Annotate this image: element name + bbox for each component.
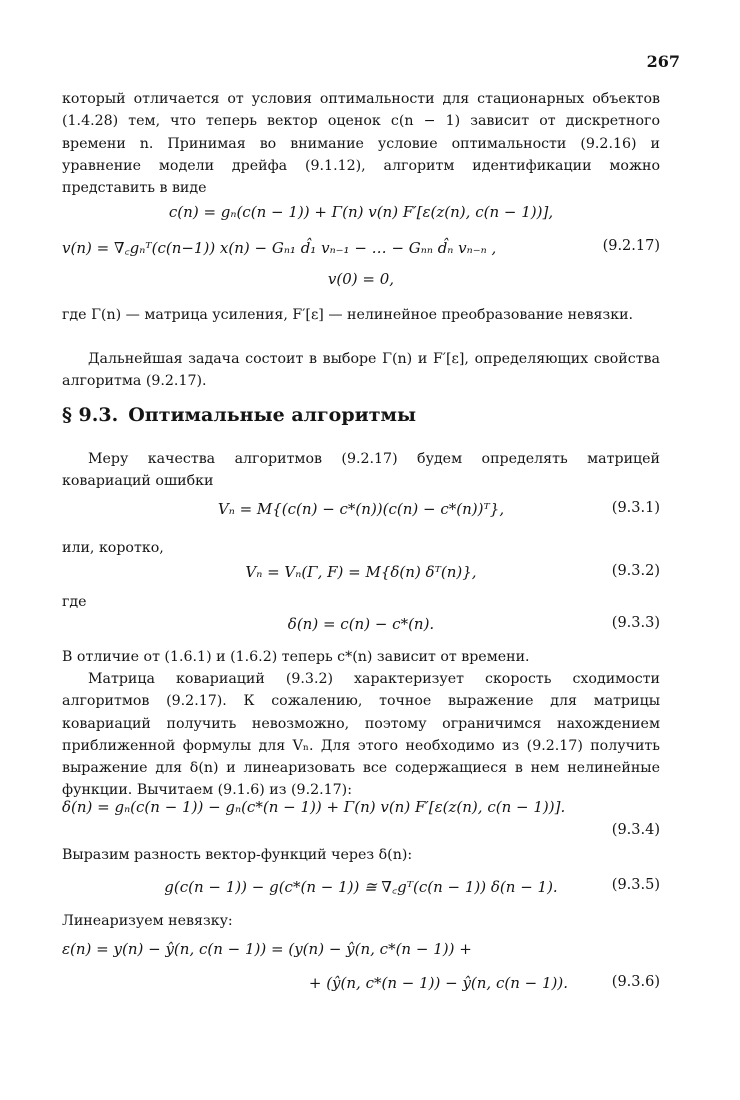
- equation-9-3-1: [62, 500, 660, 524]
- paragraph-express-difference: Выразим разность вектор-функций через δ(n):: [62, 847, 413, 863]
- paragraph-time-dependence: В отличие от (1.6.1) и (1.6.2) теперь c*(n) зависит от времени.: [62, 649, 530, 665]
- equation-text: δ(n) = gₙ(c(n − 1)) − gₙ(c*(n − 1)) + Γ(n) v(n) F′[ε(z(n), c(n − 1))].: [62, 798, 566, 816]
- equation-9-3-2: [62, 563, 660, 587]
- paragraph-next-task: Дальнейшая задача состоит в выборе Γ(n) и F′[ε], определяющих свойства алгоритма (9.2.17).: [62, 351, 660, 390]
- equation-9-3-4-line-1: [62, 798, 660, 822]
- equation-text: ε(n) = y(n) − ŷ(n, c(n − 1)) = (y(n) − ŷ(n, c*(n − 1)) +: [62, 940, 472, 958]
- text-where: где: [62, 594, 87, 610]
- equation-text: + (ŷ(n, c*(n − 1)) − ŷ(n, c(n − 1)).: [308, 974, 568, 992]
- page-number: 267: [646, 52, 680, 71]
- equation-9-2-17-line-3: [62, 270, 660, 294]
- text-or-briefly: или, коротко,: [62, 540, 164, 556]
- equation-number: (9.3.4): [611, 822, 660, 838]
- equation-9-2-17-line-2: [62, 238, 660, 262]
- equation-9-3-3: [62, 615, 660, 639]
- equation-number: (9.3.1): [611, 500, 660, 516]
- equation-number: (9.2.17): [602, 238, 660, 254]
- paragraph-gain-matrix: где Γ(n) — матрица усиления, F′[ε] — нелинейное преобразование невязки.: [62, 307, 634, 323]
- paragraph-covariance: Матрица ковариаций (9.3.2) характеризует скорость сходимости алгоритмов (9.2.17). К сожалению, точное выражение для матрицы ковариаций получить невозможно, поэтому ограничимся нахождением приближенной формулы для Vₙ. Для этого необходимо из (9.2.17) получить выражение для δ(n) и линеаризовать все содержащиеся в нем нелинейные функции. Вычитаем (9.1.6) из (9.2.17):: [62, 671, 660, 799]
- equation-9-3-6-line-2: [62, 974, 660, 998]
- paragraph-quality-measure: Меру качества алгоритмов (9.2.17) будем определять матрицей ковариаций ошибки: [62, 451, 660, 490]
- equation-number: (9.3.6): [611, 974, 660, 990]
- equation-text: c(n) = gₙ(c(n − 1)) + Γ(n) v(n) F′[ε(z(n), c(n − 1))],: [168, 203, 554, 221]
- equation-number: (9.3.5): [611, 877, 660, 893]
- equation-text: δ(n) = c(n) − c*(n).: [287, 615, 435, 633]
- paragraph-intro: который отличается от условия оптимальности для стационарных объектов (1.4.28) тем, что теперь вектор оценок c(n − 1) зависит от дискретного времени n. Принимая во внимание условие оптимальности (9.2.16) и уравнение модели дрейфа (9.1.12), алгоритм идентификации можно представить в виде: [62, 91, 660, 197]
- equation-9-3-4-line-2: [62, 822, 660, 846]
- equation-text: Vₙ = M{(c(n) − c*(n))(c(n) − c*(n))ᵀ},: [217, 500, 505, 518]
- equation-text: v(n) = ∇꜀gₙᵀ(c(n−1)) x(n) − Gₙ₁ d̂₁ vₙ₋₁ − … − Gₙₙ d̂ₙ vₙ₋ₙ ,: [62, 239, 497, 257]
- equation-number: (9.3.2): [611, 563, 660, 579]
- equation-9-3-5: [62, 877, 660, 901]
- equation-9-3-6-line-1: [62, 940, 660, 964]
- equation-text: Vₙ = Vₙ(Γ, F) = M{δ(n) δᵀ(n)},: [245, 563, 477, 581]
- paragraph-linearize: Линеаризуем невязку:: [62, 913, 233, 929]
- section-number: § 9.3.: [62, 404, 119, 426]
- equation-text: g(c(n − 1)) − g(c*(n − 1)) ≅ ∇꜀gᵀ(c(n − 1)) δ(n − 1).: [164, 878, 558, 896]
- equation-text: v(0) = 0,: [327, 270, 395, 288]
- section-heading: [62, 404, 416, 426]
- equation-number: (9.3.3): [611, 615, 660, 631]
- section-title: Оптимальные алгоритмы: [128, 404, 417, 426]
- equation-9-2-17-line-1: [62, 203, 660, 227]
